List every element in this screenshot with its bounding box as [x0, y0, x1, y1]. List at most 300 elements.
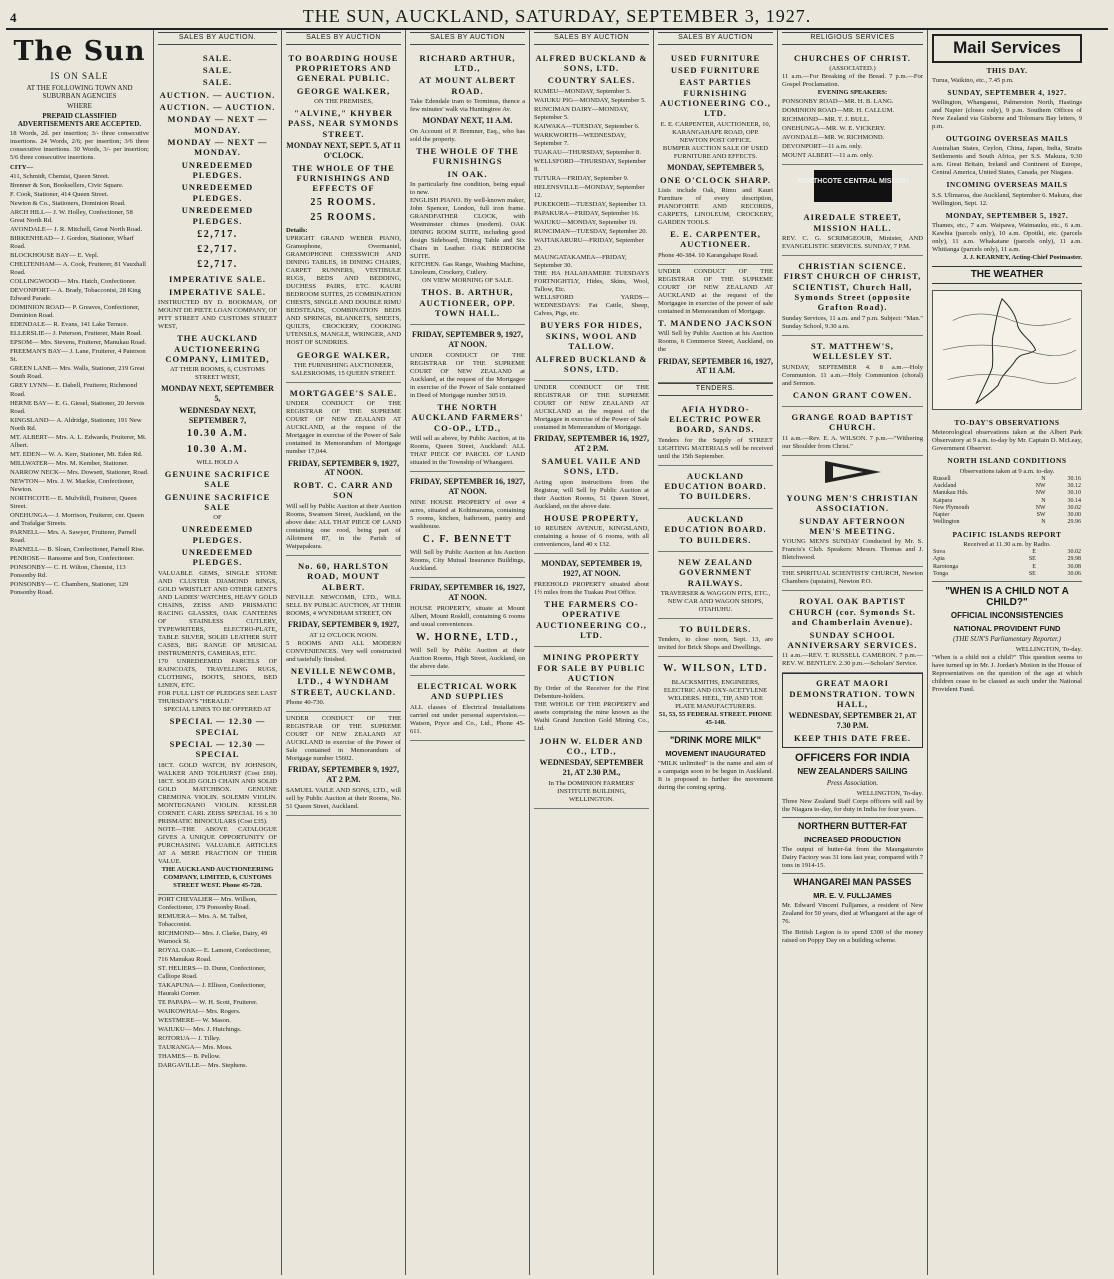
list-item: THAMES— B. Pellow. [158, 1052, 221, 1060]
vaile-ad [534, 381, 649, 554]
list-item: WAITAKARURU—FRIDAY, September 23. [534, 237, 644, 253]
table-cell-station: Wellington [933, 519, 960, 526]
table-row [932, 490, 1082, 497]
carr-body: Will sell by Public Auction at their Auction Rooms, Swanson Street, Auckland, on the above date: ALL THAT PIECE OF LAND containing one rood, being part of Allotment 87, in the Parish of Waipapakura. [286, 502, 401, 550]
divider [782, 873, 923, 874]
child-subhead: OFFICIAL INCONSISTENCIES [950, 611, 1064, 621]
list-item: TAURANGA— Mrs. Moss. [158, 1043, 233, 1051]
auction-line: AUCTION. — AUCTION. [159, 101, 276, 112]
maori-head: GREAT MAORI DEMONSTRATION. TOWN HALL, [789, 678, 916, 709]
list-item: RUNCIMAN—TUESDAY, September 20. [534, 228, 648, 236]
associated: (ASSOCIATED.) [829, 64, 876, 72]
special-line: SPECIAL — 12.30 — SPECIAL [169, 716, 266, 737]
list-item: PONSONBY ROAD—MR. H. B. LANG. [782, 98, 894, 106]
table-cell-wind: SE [1028, 570, 1036, 577]
sale-date: MONDAY, SEPTEMBER 5, [667, 162, 764, 172]
list-item: DEVONPORT— A. Brady, Tobacconist, 28 King Edward Parade. [10, 287, 141, 303]
mail-services-title: Mail Services [932, 34, 1082, 63]
milk-subhead: MOVEMENT INAUGURATED [665, 748, 766, 758]
table-cell-wind: SW [1036, 512, 1046, 519]
spiritualist-ad [782, 567, 923, 591]
list-item: F. Cook, Stationer, 414 Queen Street. [10, 190, 109, 198]
ymca-meeting: SUNDAY AFTERNOON MEN'S MEETING. [799, 515, 906, 536]
note-text: NOTE—THE ABOVE CATALOGUE GIVES A UNIQUE OPPORTUNITY OF PURCHASING VALUABLE ARTICLES AT A MERE FRACTION OF THEIR VALUE. [158, 826, 277, 866]
tender-title: AFIA HYDRO-ELECTRIC POWER BOARD, SANDS. [669, 403, 762, 435]
tenders-header: TENDERS. [658, 383, 773, 396]
observations-head: TO-DAY'S OBSERVATIONS [954, 418, 1060, 428]
table-row [932, 564, 1082, 571]
child-dateline: WELLINGTON, To-day. [1015, 645, 1082, 653]
mortgagee-body: UNDER CONDUCT OF THE REGISTRAR OF THE SUPREME COURT OF NEW ZEALAND at Auckland, at the request of the Mortgagee in exercise of the Power of Sale contained in Deed of Mortgage number 30519. [410, 351, 525, 400]
buckland-ad [534, 48, 649, 382]
maori-date: WEDNESDAY, SEPTEMBER 21, AT 7.30 P.M. [788, 711, 917, 731]
sale-date: FRIDAY, SEPTEMBER 9, 1927, AT NOON. [288, 458, 399, 478]
table-cell-wind: E [1032, 563, 1036, 570]
airedale-body: REV. C. G. SCRIMGEOUR, Minister, AND EVANGELISTIC SERVICES. SUNDAY, 7 P.M. [782, 234, 923, 250]
horne-name: W. HORNE, LTD., [416, 631, 519, 643]
parcels-text: 170 UNREDEEMED PARCELS OF RAINCOATS, TRAVELLING RUGS, CLOTHING, BOOTS, SHOES, BED LINEN, ETC. [158, 658, 277, 690]
child-headline: "WHEN IS A CHILD NOT A CHILD?" [945, 586, 1069, 609]
pledges-line: UNREDEEMED PLEDGES. [181, 205, 254, 226]
kitchen-text: KITCHEN. Gas Range, Washing Machine, Linoleum, Crockery, Cutlery. [410, 261, 525, 277]
table-row [932, 505, 1082, 512]
boarding-house-ad [286, 48, 401, 383]
valuables-list: VALUABLE GEMS, SINGLE STONE AND CLUSTER DIAMOND RINGS, GOLD WRISTLET AND OTHER GENT'S AND LADIES' WATCHES, HEAVY GOLD CHAINS, ZEISS AND PRISMATIC RACING GLASSES, OAK CANTEENS OF STAINLESS CUTLERY, TYPEWRITERS, ELECTRO-PLATE, TABLE SILVER, SOLID LEATHER SUIT CASES, BIG RANGE OF MUSICAL INSTRUMENTS, CAMERAS, ETC. [158, 569, 277, 658]
phone: Phone 40-730. [286, 699, 325, 707]
table-row [932, 476, 1082, 483]
account-note: On Account of P. Bremner, Esq., who has sold the property. [410, 127, 525, 143]
whole-prop: THE WHOLE OF THE PROPERTY and assets comprising the mine known as the Waihi Grand Junction Gold Mining Co., Ltd. [534, 701, 649, 733]
house-property: HOUSE PROPERTY, [544, 512, 639, 523]
education-ad-2 [658, 509, 773, 552]
vaile-body: Acting upon instructions from the Registrar, will Sell by Public Auction at their Auction Rooms, 51 Queen Street, Auckland, on the above date. [534, 478, 649, 510]
instructed-text: INSTRUCTED BY D. BOOKMAN, OF MOUNT DE PIETE LOAN COMPANY, OF PITT STREET AND CUSTOMS STREET WEST, [158, 299, 277, 331]
bennett-ad [410, 472, 525, 578]
electrical-ad [410, 676, 525, 741]
list-item: PORT CHEVALIER— Mrs. Willson, Confectioner, 179 Ponsonby Road. [158, 896, 257, 912]
list-item: MAUNGATAKAMEA—FRIDAY, September 30. [534, 254, 627, 270]
railways-title: NEW ZEALAND GOVERNMENT RAILWAYS. [678, 556, 753, 588]
mining-ad [534, 647, 649, 809]
wilson-body: BLACKSMITHS, ENGINEERS, ELECTRIC AND OXY-ACETYLENE WELDERS. HEEL, TIP, AND TOE PLATE MANUFACTURERS. [663, 678, 768, 710]
list-item: BIRKENHEAD— J. Gordon, Stationer, Wharf Road. [10, 234, 134, 250]
carpenter-ad [658, 48, 773, 265]
services: 11 a.m.—For Breaking of the Bread. 7 p.m.—For Gospel Proclamation. [782, 72, 923, 88]
sunday-head: SUNDAY, SEPTEMBER 4, 1927. [947, 87, 1067, 97]
buyers: BUYERS FOR HIDES, SKINS, WOOL AND TALLOW. [540, 320, 643, 352]
in-oak: IN OAK. [447, 168, 488, 179]
list-item: NARROW NECK— Mrs. Dowsett, Stationer, Road. [10, 468, 149, 476]
scientist-title: CHRISTIAN SCIENCE. FIRST CHURCH OF CHRIST, SCIENTIST, Church Hall, Symonds Street (opposite Grafton Road). [783, 261, 922, 313]
table-cell-bar: 30.14 [1067, 497, 1081, 504]
list-item: TE PAPAPA— W. H. Scott, Fruiterer. [158, 998, 258, 1006]
table-cell-bar: 30.00 [1067, 512, 1081, 519]
list-item: PONSONBY— C. H. Wilton, Chemist, 113 Ponsonby Rd. [10, 564, 126, 580]
list-item: TAKAPUNA— J. Ellison, Confectioner, Hauraki Corner. [158, 981, 266, 997]
masthead-title: THE SUN, AUCKLAND, SATURDAY, SEPTEMBER 3, 1927. [302, 6, 812, 26]
sale-date: MONDAY NEXT, 11 A.M. [422, 116, 513, 126]
list-item: CHELTENHAM— A. Cook, Fruiterer, 81 Vauxhall Road. [10, 261, 146, 277]
imperative-line: IMPERATIVE SALE. [168, 286, 267, 297]
education-title: AUCKLAND EDUCATION BOARD. TO BUILDERS. [664, 470, 767, 502]
list-item: WARKWORTH—WEDNESDAY, September 7. [534, 131, 626, 147]
list-item: KUMEU—MONDAY, September 5. [534, 87, 632, 95]
the-ha: THE HA HALAHAMERE TUESDAYS FORTNIGHTLY, Hides, Skins, Wool, Tallow, Etc. [534, 270, 649, 294]
where-label: WHERE [67, 101, 92, 110]
time-line: 10.30 A.M. [186, 428, 249, 440]
keep-free: KEEP THIS DATE FREE. [794, 732, 911, 743]
list-item: MT. EDEN— W. A. Kerr, Stationer, Mt. Eden Rd. [10, 450, 143, 458]
outgoing-head: OUTGOING OVERSEAS MAILS [945, 134, 1069, 144]
mission-sign-line-1: NORTHCOTE CENTRAL MISSION [796, 178, 909, 186]
agent-list-continued [158, 896, 277, 1070]
buckland-name: ALFRED BUCKLAND & SONS, LTD. [535, 52, 648, 73]
jackson-name: T. MANDENO JACKSON [658, 318, 773, 329]
divider [782, 817, 923, 818]
mortgagee-body: UNDER CONDUCT OF THE REGISTRAR OF THE SUPREME COURT OF NEW ZEALAND AT AUCKLAND, at the request of the Mortgagee in exercise of the Power of Sale contained in Memorandum of Mortgage number 17,044. [286, 400, 401, 456]
freehold: FREEHOLD PROPERTY situated about 1½ miles from the Tuakau Post Office. [534, 580, 649, 596]
officers-dateline: WELLINGTON, To-day. [856, 789, 923, 797]
postmaster: J. J. KEARNEY, Acting-Chief Postmaster. [963, 253, 1082, 261]
table-cell-wind: NW [1035, 504, 1046, 511]
outgoing-body: Australian States, Ceylon, China, Japan, India, Straits Settlements and South Africa, per S.S. Makura, 9.30 a.m. Great Britain, Ireland and Continent of Europe, Central America, United States, Canada, per Niagara. [932, 145, 1082, 177]
column-auction-3 [282, 30, 406, 1275]
anniversary-title: SUNDAY SCHOOL ANNIVERSARY SERVICES. [787, 629, 918, 650]
sales-by-auction-header: SALES BY AUCTION [286, 32, 401, 45]
list-item: WAIKOWHAI— Mrs. Rogers. [158, 1007, 241, 1015]
list-item: BLOCKHOUSE BAY— E. Vepl. [10, 252, 99, 259]
electrical-head: ELECTRICAL WORK AND SUPPLIES [417, 681, 518, 702]
table-cell-bar: 30.10 [1067, 490, 1081, 497]
list-item: PAPAKURA—FRIDAY, September 16. [534, 210, 640, 218]
builders-body: Tenders, to close noon, Sept. 13, are invited for Brick Shops and Dwellings. [658, 636, 773, 652]
list-item: ONEHUNGA— J. Morrison, Fruiterer, cnr. Queen and Trafalgar Streets. [10, 511, 144, 527]
education-title: AUCKLAND EDUCATION BOARD. TO BUILDERS. [664, 513, 767, 545]
sales-by-auction-header: SALES BY AUCTION [410, 32, 525, 45]
electrical-body: ALL classes of Electrical Installations carried out under personal supervision.—Watson, Pryce and Co., Ltd., Phone 45-611. [410, 703, 525, 735]
list-item: PENROSE— Ransome and Son, Confectioner. [10, 555, 135, 563]
newcombs-text: NEVILLE NEWCOMB, LTD., WILL SELL BY PUBLIC AUCTION, AT THEIR ROOMS, 4 WYNDHAM STREET, ON [286, 593, 401, 618]
richard-arthur: RICHARD ARTHUR, LTD., [419, 52, 516, 73]
grange-title: GRANGE ROAD BAPTIST CHURCH. [791, 412, 914, 433]
table-cell-wind: NW [1035, 490, 1046, 497]
harlston-ad [286, 556, 401, 712]
table-cell-wind: N [1041, 519, 1046, 526]
child-body: "When is a child not a child?" This question seems to have turned up in Mr. J. Jordan's Motion in the House of Representatives on the question of the age at which children cease to be classed as such under the National Provident Fund. [932, 653, 1082, 693]
sale-date: WEDNESDAY, SEPTEMBER 21, AT 2.30 P.M., [539, 758, 644, 777]
milk-body: "MILK unlimited" is the name and aim of a campaign soon to be begun in Auckland. It is proposed to further the movement during the coming spring. [658, 759, 773, 792]
mortgagee-ad-2 [286, 712, 401, 816]
table-cell-station: Kaipara [933, 497, 952, 504]
table-row [932, 556, 1082, 563]
sale-date: FRIDAY, SEPTEMBER 16, 1927, AT 11 A.M. [658, 356, 773, 376]
page-number: 4 [10, 10, 17, 25]
details-text: UPRIGHT GRAND WEBER PIANO, Gramophone, Overmantel, GRAMOPHONE CHESSWICH AND DINING TABLES, 18 DINING CHAIRS, CARPET RUNNERS, VESTIBULE RUGS, BEDS AND BEDDING, DUCHESS PAIRS, ETC. KAURI BEDROOM SUITES, 25 COMBINATION CHESTS, SINGLE AND DOUBLE RIMU BEDSTEADS, COMBINATION BEDS AND SPRINGS, BLANKETS, SHEETS, QUILTS, CROCKERY, COOKING UTENSILS, MANGLE, WRINGER, AND HOST OF SUNDRIES. [286, 235, 401, 347]
royal-oak-title: ROYAL OAK BAPTIST CHURCH (cor. Symonds St. and Chamberlain Avenue). [789, 596, 916, 628]
mining-title: MINING PROPERTY FOR SALE BY PUBLIC AUCTION [537, 652, 646, 683]
table-cell-bar: 30.02 [1067, 504, 1081, 511]
table-row [932, 571, 1082, 578]
scientist-body: Sunday Services, 11 a.m. and 7 p.m. Subject: "Man." Sunday School, 9.30 a.m. [782, 314, 923, 330]
bumper-sale: BUMPER AUCTION SALE OF USED FURNITURE AND EFFECTS. [662, 144, 769, 160]
rooms-address: AT THEIR ROOMS, 6, CUSTOMS STREET WEST, [170, 366, 265, 382]
pledges-line: UNREDEEMED PLEDGES. [181, 159, 254, 181]
table-cell-wind: NW [1035, 482, 1046, 489]
monday-head: MONDAY, SEPTEMBER 5, 1927. [945, 210, 1069, 220]
sales-by-auction-header: SALES BY AUCTION [658, 32, 773, 45]
masthead [6, 4, 1108, 30]
list-item: TUTURA—FRIDAY, September 9. [534, 174, 629, 182]
officers-headline: OFFICERS FOR INDIA [795, 752, 910, 765]
anniversary-body: 11 a.m.—REV. T. RUSSELL CAMERON. 7 p.m.—REV. W. BENTLEY. 2.30 p.m.—Scholars' Service. [782, 652, 923, 668]
table-cell-bar: 29.96 [1067, 519, 1081, 526]
railways-ad [658, 552, 773, 619]
carpenter-address: E. E. CARPENTER, AUCTIONEER, 10, KARANGAHAPE ROAD, OPP. NEWTON POST OFFICE. [660, 120, 771, 144]
grange-ad [782, 407, 923, 456]
of-label: OF [213, 514, 222, 522]
agent-list [10, 173, 149, 598]
list-item: KAIWAKA—TUESDAY, September 6. [534, 122, 640, 130]
list-item: WAIUKU— Mrs. J. Hutchings. [158, 1025, 242, 1033]
country-sales: COUNTRY SALES. [547, 75, 636, 86]
list-item: DARGAVILLE— Mrs. Stephens. [158, 1061, 248, 1069]
pledges-line: UNREDEEMED PLEDGES. [181, 182, 254, 203]
monday-line: MONDAY — NEXT — MONDAY. [167, 114, 268, 135]
east-parties: EAST PARTIES FURNISHING AUCTIONEERING CO., LTD. [660, 77, 771, 119]
arthur-ad [410, 48, 525, 326]
legion-body: The British Legion is to spend £300 of the money raised on Poppy Day on a building scheme. [782, 929, 923, 945]
grange-body: 11 a.m.—Rev. E. A. WILSON. 7 p.m.—"Withering our Shoulder from Christ." [782, 434, 923, 450]
table-row [932, 549, 1082, 556]
royal-oak-ad [782, 591, 923, 673]
table-cell-station: Apia [933, 556, 945, 563]
mortgagee-body: UNDER CONDUCT OF THE REGISTRAR OF THE SUPREME COURT OF NEW ZEALAND AT AUCKLAND in exercise of the Power of Sale contained in Memorandum of Mortgage number 15602. [286, 715, 401, 763]
list-item: RICHMOND—MR. T. J. BULL. [782, 116, 870, 124]
amount-line: £2,717. [197, 259, 238, 271]
vaile-text: SAMUEL VAILE AND SONS, LTD., will sell by Public Auction at their Rooms, No. 51 Queen Street, Auckland. [286, 786, 401, 810]
builders-ad [658, 619, 773, 657]
horne-body: Will Sell by Public Auction at their Auction Rooms, High Street, Auckland, on the above date. [410, 646, 525, 671]
conditions-sub: Observations taken at 9 a.m. to-day. [959, 467, 1055, 475]
premises-name: "ALVINE," KHYBER PASS, NEAR SYMONDS STREET. [287, 108, 400, 139]
sale-date: FRIDAY, SEPTEMBER 16, 1927, AT 2 P.M. [534, 434, 649, 454]
dominion-building: In The DOMINION FARMERS' INSTITUTE BUILDING, WELLINGTON. [548, 779, 635, 803]
country-sales-list [534, 88, 649, 271]
list-item: ROTORUA— J. Tilley. [158, 1034, 221, 1042]
whangarei-headline: WHANGAREI MAN PASSES [793, 876, 912, 887]
table-row [932, 483, 1082, 490]
list-item: MILLWATER— Mrs. M. Kember, Stationer. [10, 459, 129, 467]
mount-albert: AT MOUNT ALBERT ROAD. [419, 75, 516, 96]
sale-line: SALE. [202, 52, 233, 63]
amount-line: £2,717. [197, 244, 238, 256]
premises: ON THE PREMISES, [314, 97, 373, 105]
list-item: AVONDALE—MR. W. RICHMOND. [782, 134, 885, 142]
monday-body: Thames, etc., 7 a.m. Waipawa, Waimauku, etc., 6 a.m. Kawhia (parcels only), 10 a.m. Opotiki, etc. (parcels only), 11 a.m. Whakatane (parcels only), 11 a.m. Whitianga (parcels only), 11 a.m. [932, 221, 1082, 253]
list-item: PUKEKOHE—TUESDAY, September 13. [534, 201, 647, 209]
table-cell-bar: 30.08 [1067, 563, 1081, 570]
piano-text: ENGLISH PIANO. By well-known maker, John Spencer, London, full iron frame. GRANDFATHER CLOCK, with Westminster chimes (modern). OAK DINING ROOM SUITE, including good design Sideboard, Dining Table and Six Chairs in Leather. OAK BEDROOM SUITE. [410, 196, 525, 261]
column-auction-5 [530, 30, 654, 1275]
table-cell-bar: 30.06 [1067, 570, 1081, 577]
tuakau-ad [534, 554, 649, 647]
pacific-table [932, 549, 1082, 578]
sale-date: MONDAY NEXT, SEPT. 5, AT 11 O'CLOCK. [286, 141, 401, 160]
table-row [932, 519, 1082, 526]
list-item: ARCH HILL— J. W. Holley, Confectioner, 58 Great North Rd. [10, 208, 133, 224]
this-day-head: THIS DAY. [986, 65, 1028, 75]
list-item: MOUNT ALBERT—11 a.m. only. [782, 152, 874, 160]
rooms-desc: 5 ROOMS AND ALL MODERN CONVENIENCES. Very well constructed and tastefully finished. [286, 639, 401, 663]
pacific-body: Received at 11.30 a.m. by Radio. [963, 540, 1051, 548]
table-cell-bar: 30.02 [1067, 548, 1081, 555]
whangarei-body: Mr. Edward Vincent Fulljames, a resident of New Zealand for 50 years, died at Whangarei at the age of 76. [782, 902, 923, 926]
the-sun-logo: The Sun [13, 36, 146, 67]
pacific-head: PACIFIC ISLANDS REPORT [952, 529, 1062, 539]
table-cell-wind: N [1041, 497, 1046, 504]
list-item: TUAKAU—THURSDAY, September 8. [534, 148, 641, 156]
mortgagee-ad [286, 383, 401, 556]
airedale-ad [782, 207, 923, 256]
list-item: DOMINION ROAD—MR. H. CALLUM. [782, 107, 895, 115]
whole-furnishings: THE WHOLE OF THE FURNISHINGS AND EFFECTS OF [292, 162, 395, 194]
speakers-list [782, 98, 923, 160]
butter-body: The output of butter-fat from the Maungaturoto Dairy Factory was 31 tons last year, compared with 7 tons in 1914-15. [782, 845, 923, 869]
churches-of-christ-ad [782, 48, 923, 166]
column-auction-4 [406, 30, 530, 1275]
officers-body: Three New Zealand Staff Corps officers will sail by the Niagara to-day, for duty in India for four years. [782, 797, 923, 813]
maori-demo-ad [782, 673, 923, 748]
pledges-ad [158, 48, 277, 896]
canon: CANON GRANT COWEN. [792, 389, 913, 400]
mission-sign-icon [796, 169, 909, 203]
used-furniture: USED FURNITURE [670, 64, 761, 75]
list-item: Newton & Co., Stationers, Dominion Road. [10, 199, 126, 207]
auctioneer-name: GEORGE WALKER, [296, 85, 391, 96]
particulars: In particularly fine condition, being equal to new. [410, 180, 525, 196]
bennett-body: Will Sell by Public Auction at his Auction Rooms, City Mutual Insurance Buildings, Auckland. [410, 549, 525, 573]
divider [932, 581, 1082, 582]
sale-line: SALE. [202, 77, 233, 88]
genuine-line: GENUINE SACRIFICE SALE [164, 491, 271, 512]
list-item: GREEN LANE— Mrs. Walls, Stationer, 219 Great South Road. [10, 365, 145, 381]
list-item: WAIUKU PIG—MONDAY, September 5. [534, 96, 646, 104]
table-cell-wind: E [1032, 548, 1036, 555]
table-cell-station: Manukau Hds. [933, 490, 969, 497]
used-furniture: USED FURNITURE [670, 52, 761, 63]
sale-date: FRIDAY, SEPTEMBER 9, 1927, AT 2 P.M. [288, 765, 399, 784]
table-cell-station: Russell [933, 475, 951, 482]
pledges-line: UNREDEEMED PLEDGES. [181, 547, 254, 568]
table-cell-wind: N [1041, 475, 1046, 482]
list-item: RUNCIMAN DAIRY—MONDAY, September 5. [534, 105, 629, 121]
tender-ad [658, 399, 773, 466]
auction-line: AUCTION. — AUCTION. [159, 89, 276, 100]
weather-map-icon [932, 290, 1082, 410]
amount-line: £2,717. [197, 228, 238, 240]
sale-date: FRIDAY, SEPTEMBER 9, 1927, AT NOON. [412, 330, 523, 350]
list-item: WELLSFORD—THURSDAY, September 8. [534, 157, 647, 173]
list-item: PONSONBY— C. Chambers, Stationer, 129 Ponsonby Road. [10, 581, 129, 597]
columns [6, 30, 1108, 1275]
noon: AT 12 O'CLOCK NOON. [309, 631, 378, 639]
newcombs-footer: NEVILLE NEWCOMB, LTD., 4 WYNDHAM STREET, AUCKLAND. [290, 665, 397, 697]
list-item: PARNELL— Mrs. A. Sawyer, Fruiterer, Parnell Road. [10, 529, 137, 545]
mortgagee-title: MORTGAGEE'S SALE. [289, 387, 398, 398]
airedale-title: AIREDALE STREET, MISSION HALL. [803, 212, 902, 233]
wilson-address: 51, 53, 55 FEDERAL STREET. PHONE 45-148. [658, 710, 773, 726]
sale-date: MONDAY, SEPTEMBER 19, 1927, AT NOON. [541, 559, 642, 578]
whangarei-subhead: MR. E. V. FULLJAMES [813, 890, 892, 900]
bennett-name: C. F. BENNETT [422, 533, 513, 545]
list-item: ELLERSLIE— J. Peterson, Fruiterer, Main Road. [10, 330, 142, 338]
scientist-ad [782, 256, 923, 336]
railways-body: TRAVERSER & WAGGON PITS, ETC., NEW CAR AND WAGON SHOPS, OTAHUHU. [660, 589, 771, 613]
auctioneering-company: THE AUCKLAND AUCTIONEERING COMPANY, LIMITED, [165, 333, 270, 365]
list-item: ONEHUNGA—MR. W. E. VICKERY. [782, 125, 886, 133]
list-item: WESTMERE— W. Mason. [158, 1016, 231, 1024]
child-assoc: (THE SUN'S Parliamentary Reporter.) [952, 635, 1062, 644]
sales-by-auction-header: SALES BY AUCTION [534, 32, 649, 45]
monday-next: MONDAY NEXT, SEPTEMBER 5, [161, 384, 274, 404]
harlston-title: No. 60, HARLSTON ROAD, MOUNT ALBERT. [298, 560, 389, 592]
carpenter-footer: E. E. CARPENTER, AUCTIONEER. [670, 229, 761, 250]
list-item: Brenner & Son, Booksellers, Civic Square. [10, 181, 124, 189]
on-sale-heading: IS ON SALE [50, 70, 109, 81]
incoming-head: INCOMING OVERSEAS MAILS [946, 180, 1068, 190]
table-cell-bar: 30.12 [1067, 482, 1081, 489]
table-cell-wind: SE [1028, 556, 1036, 563]
press-credit: Press Association. [826, 779, 879, 788]
rooms-count: 25 ROOMS. [310, 196, 377, 208]
jackson-body: Will Sell by Public Auction at his Auction Rooms, 6 Commerce Street, Auckland, on the [658, 330, 773, 354]
city-heading: CITY— [10, 163, 34, 171]
list-item: ROYAL OAK— E. Lamont, Confectioner, 716 Manukau Road. [158, 947, 271, 963]
phone: Phone 40-384. 10 Karangahape Road. [658, 251, 759, 259]
horne-ad [410, 578, 525, 676]
list-item: EPSOM— Mrs. Stevens, Fruiterer, Manukau Road. [10, 339, 147, 347]
list-item: ST. HELIERS— D. Dunn, Confectioner, Calliope Road. [158, 964, 266, 980]
matthews-ad [782, 336, 923, 407]
list-item: PARNELL— B. Sloan, Confectioner, Parnell Rise. [10, 546, 145, 554]
list-item: RICHMOND— Mrs. J. Clarke, Dairy, 49 Warnock St. [158, 930, 268, 946]
milk-headline: "DRINK MORE MILK" [669, 734, 762, 745]
list-item: EDENDALE— R. Evans, 141 Lake Terrace. [10, 321, 129, 329]
sale-line: SALE. [202, 64, 233, 75]
prepaid-heading: PREPAID CLASSIFIED ADVERTISEMENTS ARE ACCEPTED. [17, 111, 142, 129]
table-cell-station: New Plymouth [933, 504, 970, 511]
boarding-title: TO BOARDING HOUSE PROPRIETORS AND GENERAL PUBLIC. [288, 52, 399, 84]
house-prop: HOUSE PROPERTY, situate at Mount Albert, Mount Roskill, containing 6 rooms and usual conveniences. [410, 604, 525, 628]
column-auction-pledges [154, 30, 282, 1275]
column-mail-weather [928, 30, 1086, 1275]
time-line: 10.30 A.M. [186, 443, 249, 455]
list-item: AVONDALE— J. R. Mitchell, Great North Road. [10, 225, 143, 233]
company-footer: THE AUCKLAND AUCTIONEERING COMPANY, LIMITED, 6, CUSTOMS STREET WEST. Phone 45-728. [161, 866, 274, 890]
whole-furnishings: THE WHOLE OF THE FURNISHINGS [416, 145, 519, 167]
incoming-body: S.S. Ulimaroa, due Auckland, September 6. Makura, due Wellington, Sept. 12. [932, 191, 1082, 207]
list-item: KINGSLAND— A. Aldridge, Stationer, 191 New North Rd. [10, 416, 142, 432]
ymca-ad [782, 488, 923, 568]
column-religious [778, 30, 928, 1275]
mining-body: By Order of the Receiver for the First Debenture-holders. [534, 685, 649, 701]
full-list-note: FOR FULL LIST OF PLEDGES SEE LAST THURSDAY'S "HERALD." [158, 690, 277, 706]
register-body: UNDER CONDUCT OF THE REGISTRAR OF THE SUPREME COURT OF NEW ZEALAND AT AUCKLAND at the request of the Mortgagee in exercise of the Power of Sale contained in Memorandum of Mortgage. [534, 384, 649, 432]
vaile-name: SAMUEL VAILE AND SONS, LTD. [541, 455, 642, 477]
tram-note: Take Edendale tram to Terminus, thence a few minutes' walk via Huntingtree Av. [410, 97, 525, 113]
pledges-line: UNREDEEMED PLEDGES. [181, 524, 254, 545]
details-head: Details: [286, 227, 308, 235]
